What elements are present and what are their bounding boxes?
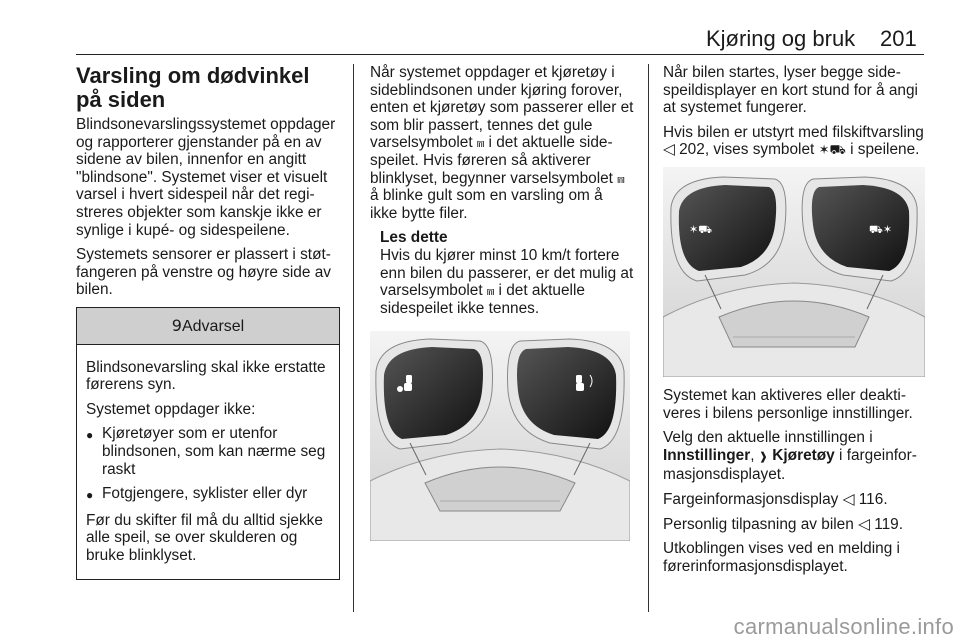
- page-header: [0, 22, 960, 62]
- warning-bullet: [86, 485, 330, 505]
- text-run: i fargeinformasjonsdisplayet.: [663, 446, 917, 484]
- menu-path-vehicle: Kjøretøy: [772, 446, 835, 464]
- page-reference: 119: [874, 515, 899, 533]
- reference-arrow-icon: ◁: [858, 515, 870, 533]
- text-run: Når systemet oppdager et kjøretøy i sideblindsonen under kjøring forover, enten et kjøretøy som passerer eller et som blir passert, tennes det gule varselsymbolet: [370, 64, 634, 152]
- page-number: 201: [880, 26, 917, 51]
- text-run: Hvis bilen er utstyrt med filskiftvarsling: [663, 123, 924, 141]
- mirror-illustration-lane-change: [663, 167, 925, 377]
- bullet-text: Fotgjengere, syklister eller dyr: [102, 485, 308, 503]
- note-title: Les dette: [380, 229, 448, 247]
- column-right: [663, 64, 927, 582]
- text-run: .: [898, 515, 904, 533]
- reference-arrow-icon: ◁: [842, 490, 855, 508]
- intro-paragraph: Blindsonevarslingssystemet oppdager og rapporterer gjenstander på en av sidene av bilen, innenfor en angitt "blindsone". Systemet viser et visuelt varsel i hvert sidespeil når det registreres objekter som kanskje ikke er synlige i kupé- og sidespeilene.: [76, 116, 336, 239]
- text-run: Fargeinformasjonsdisplay: [663, 490, 843, 508]
- text-run: , vises symbolet: [704, 141, 819, 159]
- personalization-reference: [663, 516, 927, 534]
- note-text: [380, 247, 634, 317]
- settings-paragraph: Systemet kan aktiveres eller deaktiveres i bilens personlige innstillinger.: [663, 386, 913, 422]
- bullet-text: Kjøretøyer som er utenfor blindsonen, som kan nærme seg raskt: [102, 425, 326, 478]
- watermark: carmanualsonline.info: [733, 614, 954, 639]
- blind-spot-symbol-icon: ⩎: [476, 135, 485, 151]
- warning-bullet: [86, 425, 330, 478]
- blind-spot-symbol-icon: ⩎: [617, 170, 625, 186]
- note-block: [380, 229, 634, 317]
- header-title: Kjøring og bruk: [706, 26, 856, 51]
- text-run: å blinke gult som en varsling om å ikke bytte filer.: [370, 187, 603, 222]
- warning-text-3: Før du skifter fil må du alltid sjekke alle speil, se over skulderen og bruke blinklyset.: [86, 511, 323, 564]
- text-run: ,: [750, 446, 759, 464]
- svg-text:✶⛟: ✶⛟: [689, 222, 713, 236]
- text-run: Personlig tilpasning av bilen: [663, 515, 859, 533]
- text-run: .: [883, 490, 888, 508]
- detection-paragraph: [370, 64, 634, 222]
- reference-arrow-icon: ◁: [663, 141, 675, 159]
- warning-title: Advarsel: [181, 317, 245, 335]
- warning-text-1: Blindsonevarsling skal ikke erstatte førerens syn.: [86, 358, 326, 394]
- column-left: [76, 64, 340, 580]
- bullet-icon: ●: [86, 488, 94, 503]
- text-run: i det aktuelle sidespeilet. Hvis føreren så aktiverer blinklyset, begynner varselsymbolet: [370, 134, 618, 187]
- startup-paragraph: Når bilen startes, lyser begge sidespeildisplayer en kort stund for å angi at systemet fungerer.: [663, 64, 918, 117]
- warning-text-2: Systemet oppdager ikke:: [86, 400, 256, 418]
- column-middle: [370, 64, 634, 541]
- lane-change-paragraph: [663, 124, 927, 159]
- column-divider-2: [648, 64, 649, 612]
- display-reference: [663, 491, 927, 509]
- header-rule: [76, 54, 924, 55]
- menu-path-settings: Innstillinger: [663, 446, 751, 464]
- lane-change-symbol-icon: ✶⛟: [818, 142, 846, 158]
- chevron-right-icon: ❱: [758, 450, 768, 463]
- page-reference: 116: [858, 490, 884, 508]
- text-run: i det aktuelle sidespeilet ikke tennes.: [380, 282, 585, 317]
- select-setting-paragraph: [663, 429, 927, 484]
- section-heading: Varsling om dødvinkel på siden: [76, 63, 310, 112]
- column-divider-1: [353, 64, 354, 612]
- mirror-drawing: [370, 331, 630, 541]
- warning-icon: 9: [171, 315, 182, 335]
- warning-header: [77, 308, 339, 345]
- warning-body: [77, 345, 339, 580]
- text-run: i speilene.: [845, 141, 920, 159]
- bullet-icon: ●: [86, 428, 94, 443]
- sensor-paragraph: Systemets sensorer er plassert i støtfangeren på venstre og høyre side av bilen.: [76, 246, 331, 299]
- warning-box: [76, 307, 340, 581]
- mirror-drawing: [663, 167, 925, 377]
- page-reference: 202: [679, 141, 705, 159]
- svg-text:⛟✶: ⛟✶: [869, 222, 893, 236]
- blind-spot-symbol-icon: ⩎: [486, 283, 495, 299]
- mirror-illustration-blind-spot: [370, 331, 630, 541]
- deactivation-paragraph: Utkoblingen vises ved en melding i førerinformasjonsdisplayet.: [663, 540, 900, 575]
- text-run: Velg den aktuelle innstillingen i: [663, 429, 873, 447]
- text-run: Hvis du kjører minst 10 km/t fortere enn bilen du passerer, er det mulig at varselsymbolet: [380, 246, 634, 300]
